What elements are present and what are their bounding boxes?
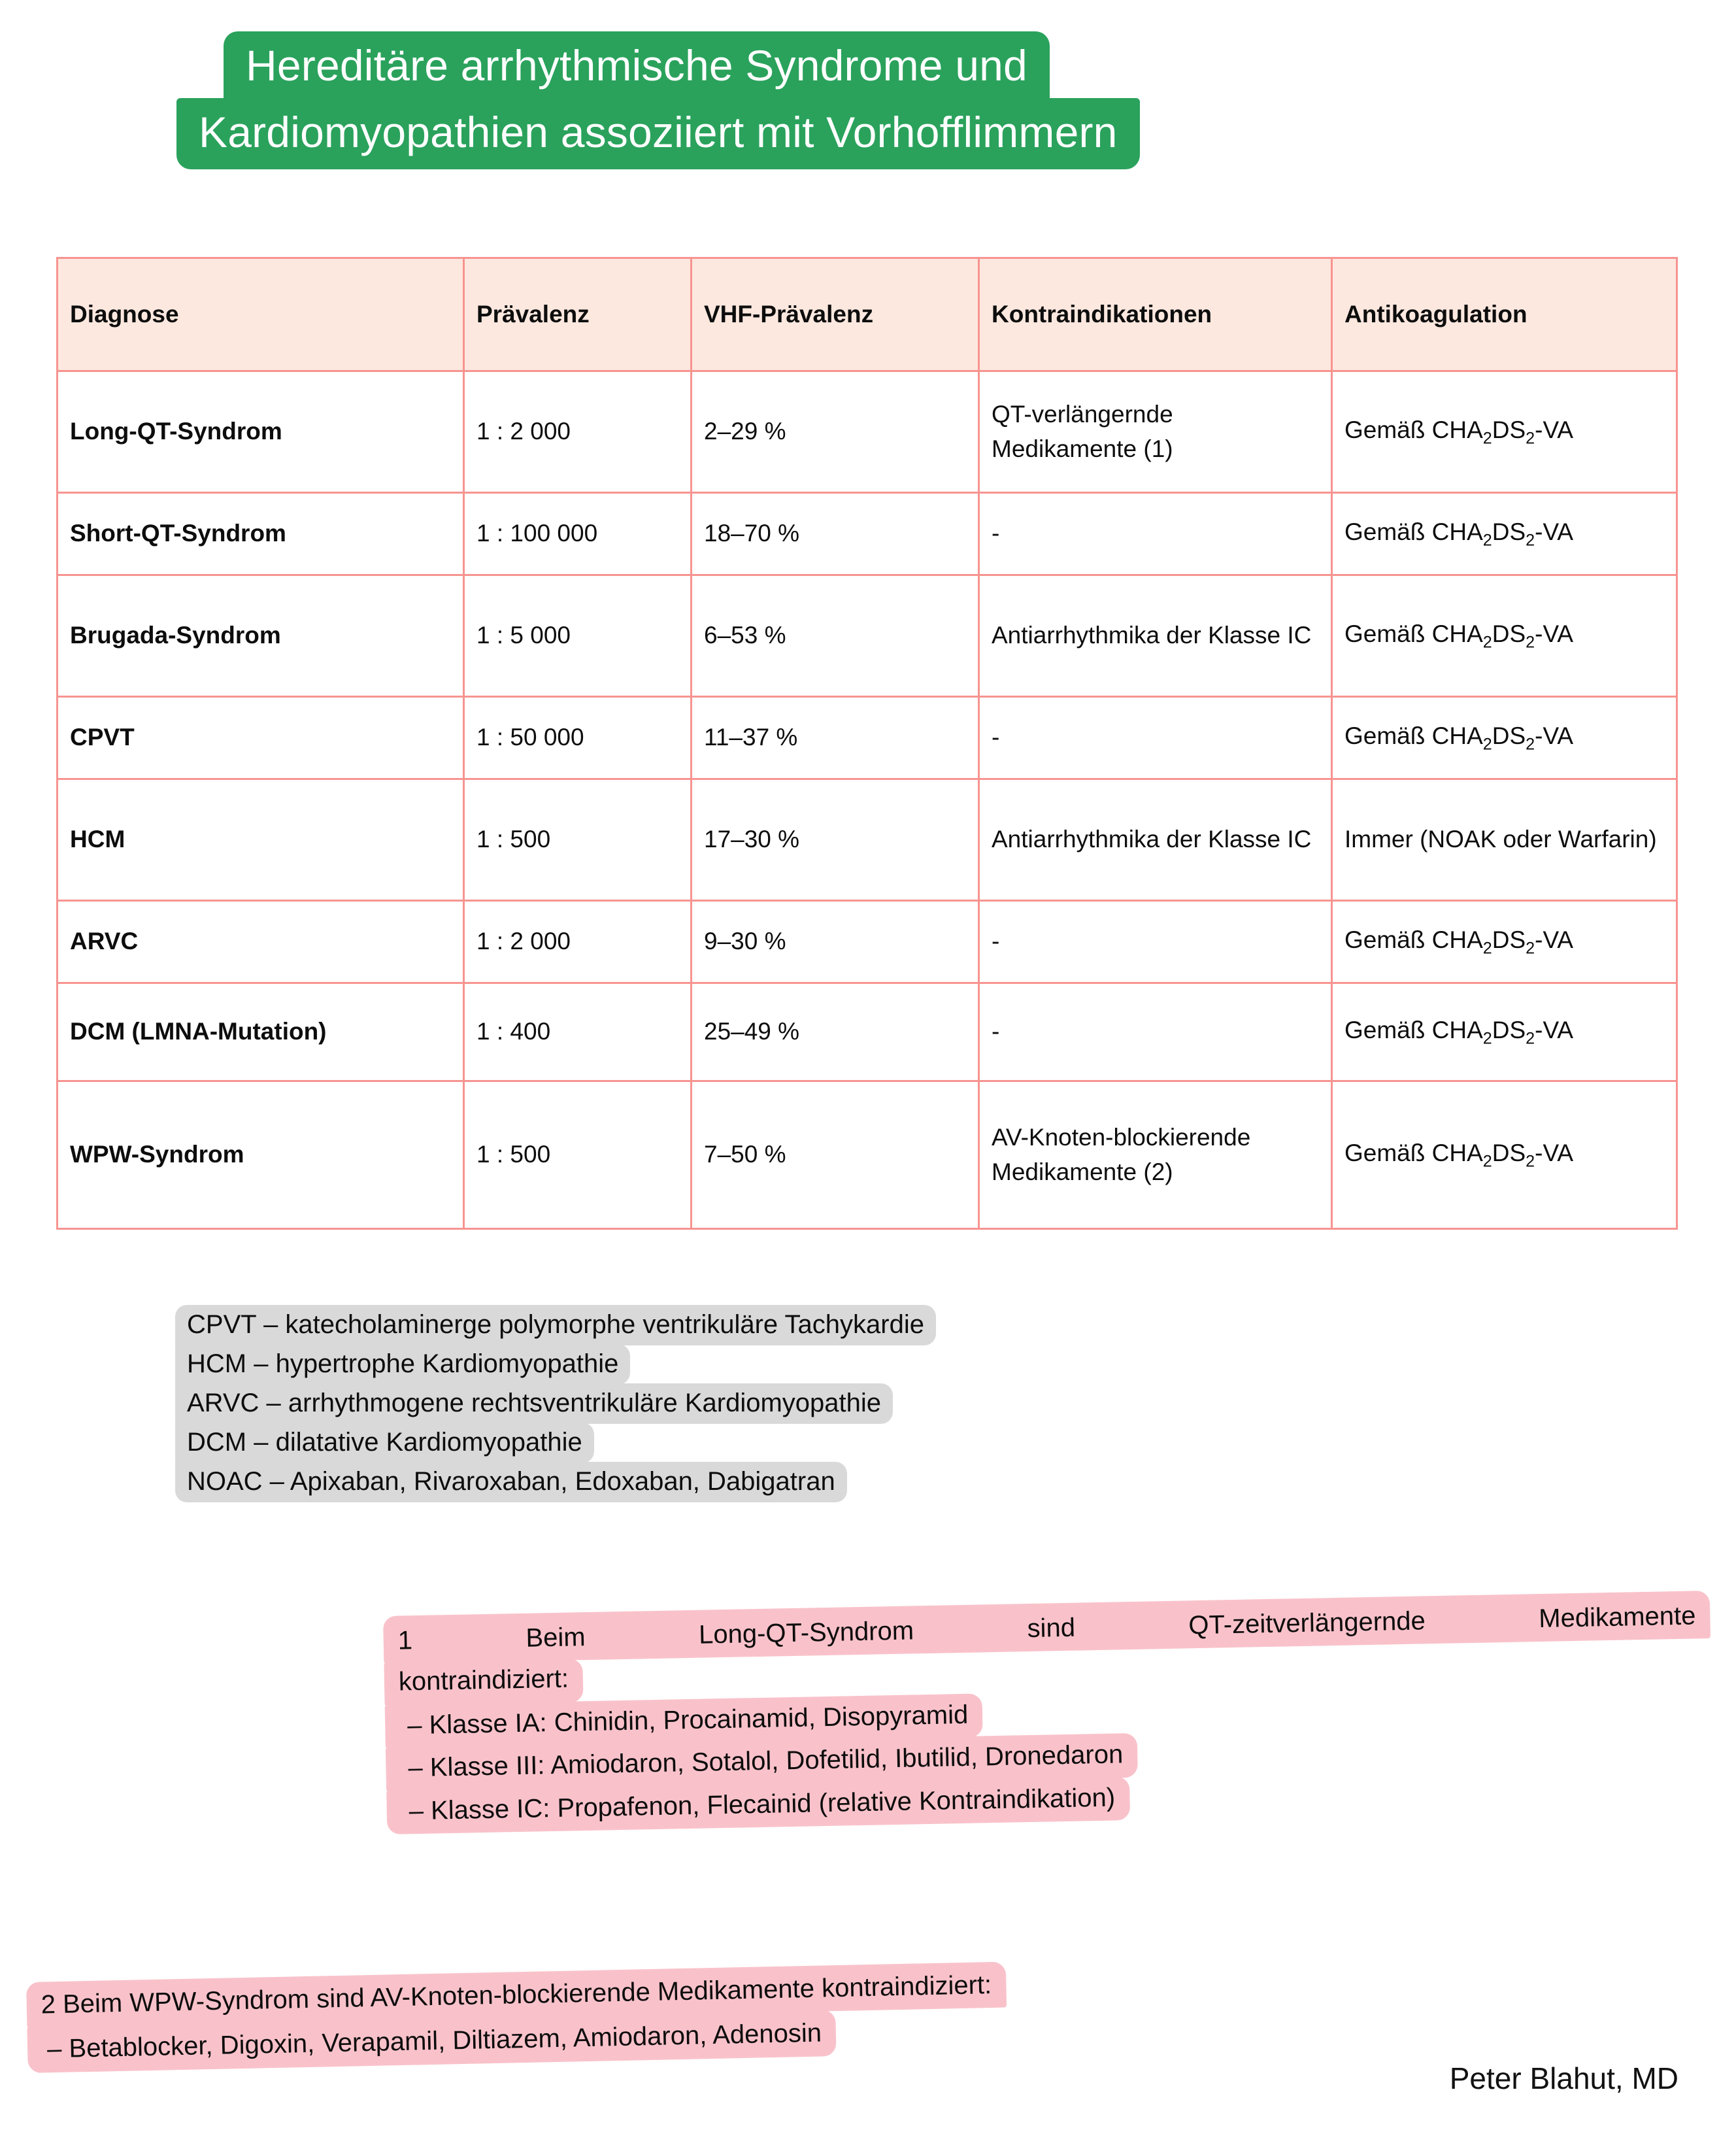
footnote-one-item: – Klasse III: Amiodaron, Sotalol, Dofetilid, Ibutilid, Dronedaron	[386, 1733, 1138, 1792]
cell-diagnose: DCM (LMNA-Mutation)	[58, 983, 464, 1081]
cell-antikoagulation: Gemäß $CHA_2DS_2-VA$	[1332, 575, 1677, 697]
legend-item: DCM – dilatative Kardiomyopathie	[175, 1423, 594, 1463]
column-header-kontraindikationen: Kontraindikationen	[979, 258, 1332, 371]
cell-vhf-praevalenz: 25–49 %	[692, 983, 979, 1081]
footnote-one	[383, 1591, 1714, 1834]
syndrome-table	[56, 257, 1678, 1230]
abbreviation-legend	[175, 1305, 1384, 1501]
cell-vhf-praevalenz: 7–50 %	[692, 1081, 979, 1229]
column-header-diagnose: Diagnose	[58, 258, 464, 371]
cell-antikoagulation: Gemäß $CHA_2DS_2-VA$	[1332, 901, 1677, 983]
table-row	[58, 493, 1677, 575]
column-header-antikoagulation: Antikoagulation	[1332, 258, 1677, 371]
cell-diagnose: CPVT	[58, 697, 464, 779]
cell-diagnose: ARVC	[58, 901, 464, 983]
cell-diagnose: Short-QT-Syndrom	[58, 493, 464, 575]
cell-antikoagulation: Gemäß $CHA_2DS_2-VA$	[1332, 493, 1677, 575]
table-row	[58, 697, 1677, 779]
cell-praevalenz: 1 : 500	[464, 779, 692, 901]
table-row	[58, 901, 1677, 983]
table-row	[58, 1081, 1677, 1229]
cell-antikoagulation: Gemäß $CHA_2DS_2-VA$	[1332, 697, 1677, 779]
cell-vhf-praevalenz: 18–70 %	[692, 493, 979, 575]
cell-diagnose: HCM	[58, 779, 464, 901]
cell-diagnose: Long-QT-Syndrom	[58, 371, 464, 493]
cell-diagnose: Brugada-Syndrom	[58, 575, 464, 697]
cell-diagnose: WPW-Syndrom	[58, 1081, 464, 1229]
legend-item: NOAC – Apixaban, Rivaroxaban, Edoxaban, Dabigatran	[175, 1462, 847, 1502]
table-row	[58, 371, 1677, 493]
cell-kontraindikationen: -	[979, 901, 1332, 983]
page-title-line-2: Kardiomyopathien assoziiert mit Vorhofflimmern	[176, 98, 1140, 169]
author-signature: Peter Blahut, MD	[1449, 2061, 1678, 2095]
cell-praevalenz: 1 : 100 000	[464, 493, 692, 575]
cell-vhf-praevalenz: 2–29 %	[692, 371, 979, 493]
cell-kontraindikationen: -	[979, 697, 1332, 779]
column-header-vhf-praevalenz: VHF-Prävalenz	[692, 258, 979, 371]
cell-antikoagulation: Gemäß $CHA_2DS_2-VA$	[1332, 983, 1677, 1081]
page-title-line-1: Hereditäre arrhythmische Syndrome und	[224, 31, 1050, 102]
cell-praevalenz: 1 : 400	[464, 983, 692, 1081]
page-title-banner	[176, 31, 1444, 169]
cell-praevalenz: 1 : 2 000	[464, 901, 692, 983]
cell-kontraindikationen: -	[979, 493, 1332, 575]
cell-antikoagulation: Gemäß $CHA_2DS_2-VA$	[1332, 1081, 1677, 1229]
cell-kontraindikationen: Antiarrhythmika der Klasse IC	[979, 779, 1332, 901]
cell-vhf-praevalenz: 9–30 %	[692, 901, 979, 983]
cell-vhf-praevalenz: 6–53 %	[692, 575, 979, 697]
cell-kontraindikationen: AV-Knoten-blockierende Medikamente (2)	[979, 1081, 1332, 1229]
cell-vhf-praevalenz: 17–30 %	[692, 779, 979, 901]
cell-antikoagulation: Gemäß $CHA_2DS_2-VA$	[1332, 371, 1677, 493]
legend-item: HCM – hypertrophe Kardiomyopathie	[175, 1344, 630, 1385]
footnote-one-head-line-2: kontraindiziert:	[384, 1659, 583, 1706]
footnote-one-item: – Klasse IC: Propafenon, Flecainid (relative Kontraindikation)	[386, 1776, 1130, 1834]
legend-item: ARVC – arrhythmogene rechtsventrikuläre Kardiomyopathie	[175, 1383, 893, 1424]
footnote-one-head-line-1: 1 Beim Long-QT-Syndrom sind QT-zeitverlängernde Medikamente	[383, 1591, 1711, 1664]
cell-kontraindikationen: Antiarrhythmika der Klasse IC	[979, 575, 1332, 697]
cell-praevalenz: 1 : 5 000	[464, 575, 692, 697]
footnote-two-line: – Betablocker, Digoxin, Verapamil, Diltiazem, Amiodaron, Adenosin	[27, 2010, 836, 2072]
footnote-one-item: – Klasse IA: Chinidin, Procainamid, Disopyramid	[385, 1693, 983, 1749]
footnote-two-line: 2 Beim WPW-Syndrom sind AV-Knoten-blockierende Medikamente kontraindiziert:	[26, 1962, 1007, 2029]
footnote-two	[26, 1953, 1413, 2072]
cell-kontraindikationen: QT-verlängernde Medikamente (1)	[979, 371, 1332, 493]
cell-kontraindikationen: -	[979, 983, 1332, 1081]
table-header-row	[58, 258, 1677, 371]
cell-praevalenz: 1 : 2 000	[464, 371, 692, 493]
cell-vhf-praevalenz: 11–37 %	[692, 697, 979, 779]
legend-item: CPVT – katecholaminerge polymorphe ventrikuläre Tachykardie	[175, 1305, 936, 1345]
cell-praevalenz: 1 : 50 000	[464, 697, 692, 779]
table-row	[58, 983, 1677, 1081]
column-header-praevalenz: Prävalenz	[464, 258, 692, 371]
table-row	[58, 575, 1677, 697]
cell-praevalenz: 1 : 500	[464, 1081, 692, 1229]
table-row	[58, 779, 1677, 901]
cell-antikoagulation: Immer (NOAK oder Warfarin)	[1332, 779, 1677, 901]
